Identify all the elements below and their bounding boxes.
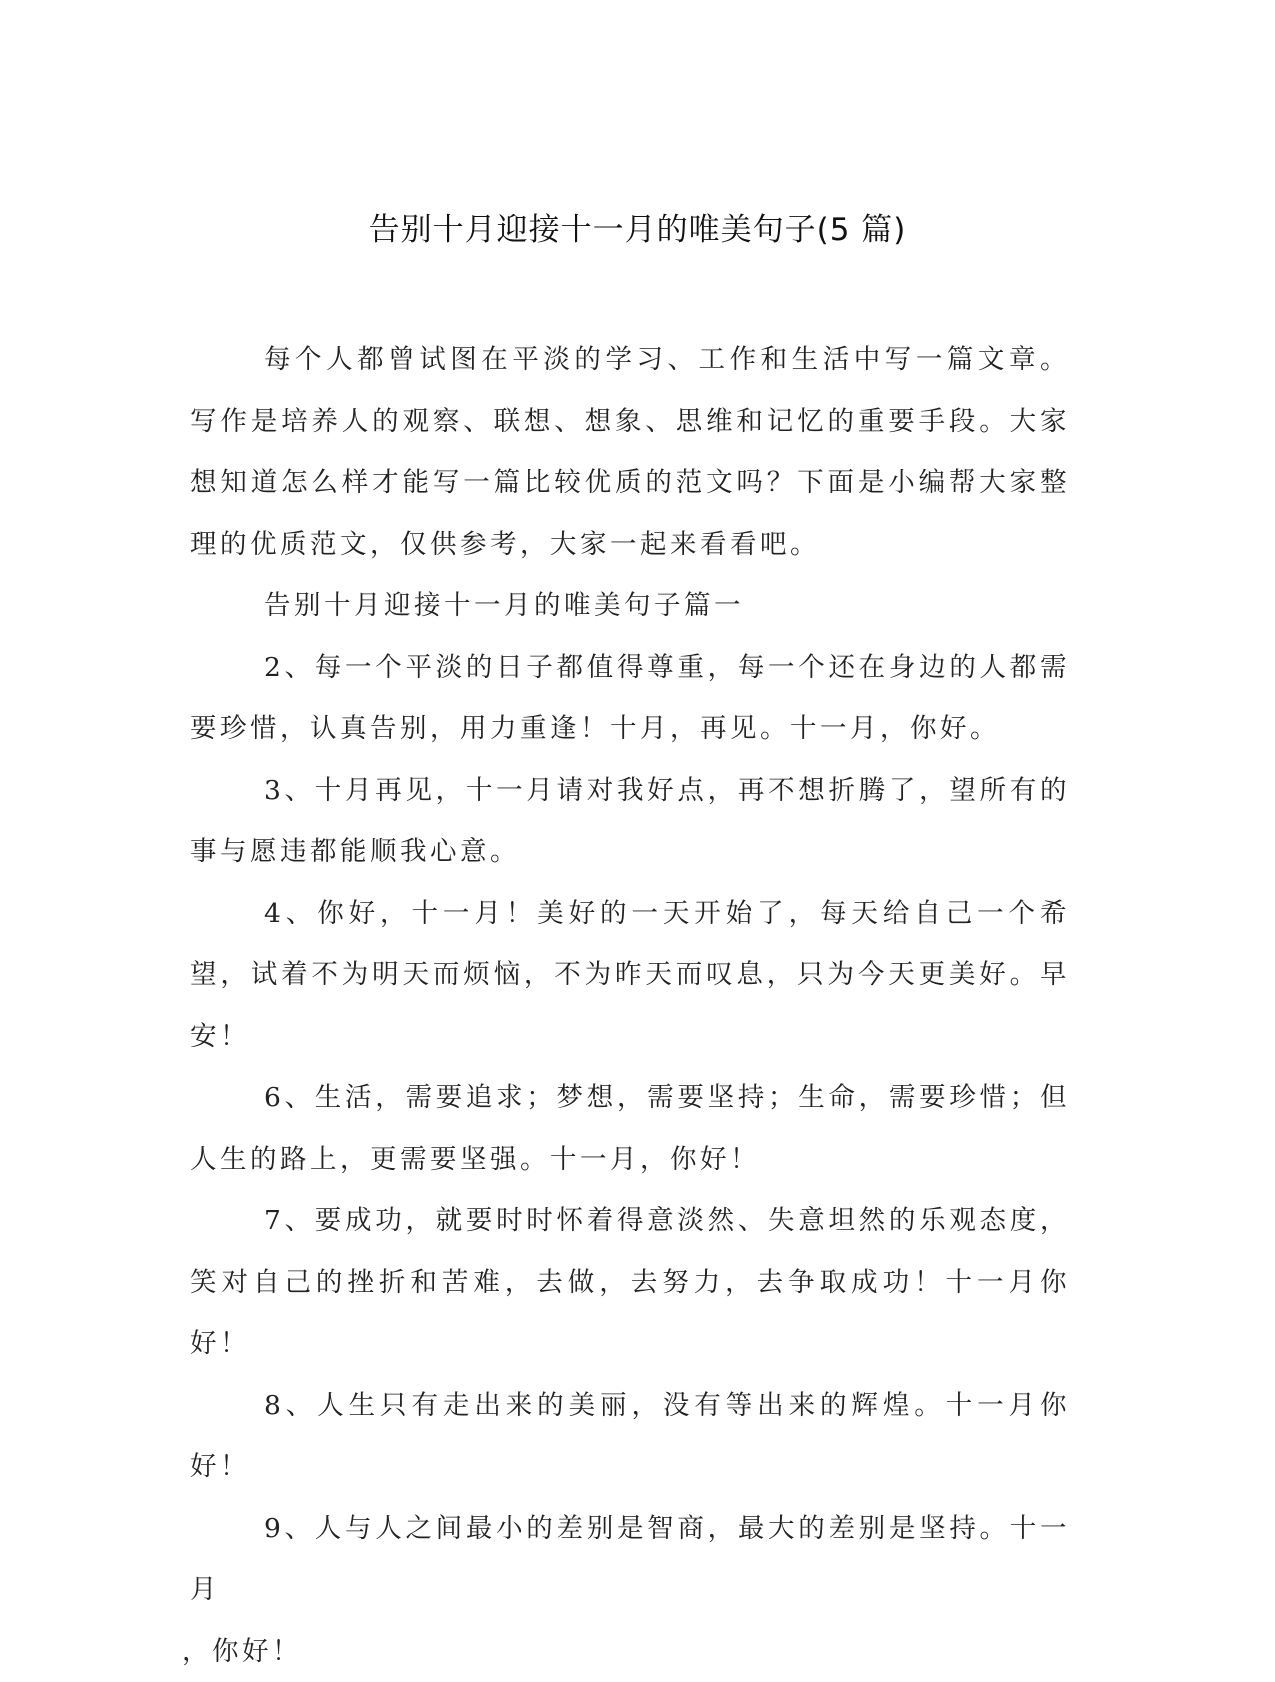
sentence-item-9-continuation: ，你好！ [190,1621,1070,1682]
section-heading: 告别十月迎接十一月的唯美句子篇一 [190,575,1070,637]
sentence-item-9: 9、人与人之间最小的差别是智商，最大的差别是坚持。十一月 [190,1498,1070,1621]
sentence-item-4: 4、你好，十一月！美好的一天开始了，每天给自己一个希望，试着不为明天而烦恼，不为昨天而叹息，只为今天更美好。早安！ [190,883,1070,1068]
sentence-item-7: 7、要成功，就要时时怀着得意淡然、失意坦然的乐观态度，笑对自己的挫折和苦难，去做，去努力，去争取成功！十一月你好！ [190,1190,1070,1375]
document-title: 告别十月迎接十一月的唯美句子(5 篇) [0,208,1275,252]
document-body [190,329,1070,1682]
intro-paragraph: 每个人都曾试图在平淡的学习、工作和生活中写一篇文章。写作是培养人的观察、联想、想象、思维和记忆的重要手段。大家想知道怎么样才能写一篇比较优质的范文吗？下面是小编帮大家整理的优质范文，仅供参考，大家一起来看看吧。 [190,329,1070,575]
sentence-item-6: 6、生活，需要追求；梦想，需要坚持；生命，需要珍惜；但人生的路上，更需要坚强。十一月，你好！ [190,1067,1070,1190]
sentence-item-8: 8、人生只有走出来的美丽，没有等出来的辉煌。十一月你好！ [190,1375,1070,1498]
sentence-item-2: 2、每一个平淡的日子都值得尊重，每一个还在身边的人都需要珍惜，认真告别，用力重逢！十月，再见。十一月，你好。 [190,637,1070,760]
sentence-item-3: 3、十月再见，十一月请对我好点，再不想折腾了，望所有的事与愿违都能顺我心意。 [190,760,1070,883]
